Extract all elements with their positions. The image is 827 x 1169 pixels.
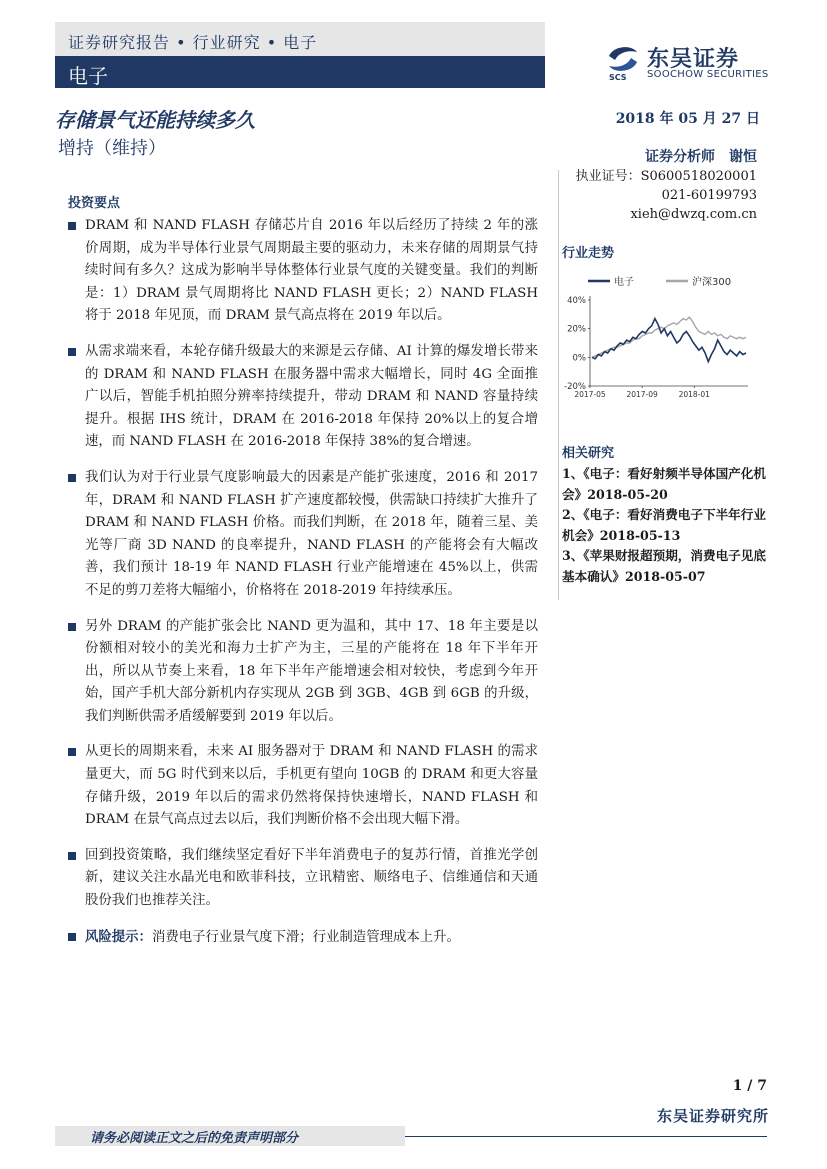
logo-cn: 东吴证券: [647, 47, 740, 72]
bullet-text: 我们认为对于行业景气度影响最大的因素是产能扩张速度，2016 和 2017 年，DRAM 和 NAND FLASH 扩产速度都较慢，供需缺口持续扩大推升了 DRAM 和 NAND FLASH 价格。而我们判断，在 2018 年，随着三星、美光等厂商 3D NAND 的良率提升，NAND FLASH 的产能将会有大幅改善，我们预计 18-19 年 NAND FLASH 行业产能增速在 45%以上，供需不足的剪刀差将大幅缩小，价格将在 2018-2019 年持续承压。: [85, 469, 538, 598]
trend-heading: 行业走势: [562, 246, 615, 261]
analyst-phone: 021-60199793: [661, 188, 757, 203]
bullet-text: DRAM 和 NAND FLASH 存储芯片自 2016 年以后经历了持续 2 年的涨价周期，成为半导体行业景气周期最主要的驱动力，未来存储的周期景气持续时间有多久？这成为影响半导体整体行业景气度的关键变量。我们的判断是：1）DRAM 景气周期将比 NAND FLASH 更长；2）NAND FLASH 将于 2018 年见顶，而 DRAM 景气高点将在 2019 年以后。: [85, 218, 538, 324]
bullet-point: [68, 215, 538, 328]
industry-trend-chart: [560, 266, 760, 406]
sector-bar: [55, 56, 545, 88]
sector-label: 电子: [68, 64, 108, 88]
soochow-logo-icon: [603, 42, 643, 82]
risk-text: 消费电子行业景气度下滑；行业制造管理成本上升。: [151, 929, 460, 945]
bullet-square-icon: [68, 474, 76, 482]
rating: 增持（维持）: [58, 138, 166, 159]
bullet-point: [68, 845, 538, 913]
investment-points: [68, 215, 538, 962]
logo-en: SOOCHOW SECURITIES: [647, 69, 769, 80]
analyst-role: 证券分析师: [645, 149, 715, 165]
analyst-name: 谢恒: [729, 149, 757, 165]
risk-point: [68, 926, 538, 950]
footer-disclaimer: 请务必阅读正文之后的免责声明部分: [90, 1131, 299, 1146]
bullet-point: [68, 616, 538, 729]
analyst-block: [576, 148, 757, 224]
bullet-text: 回到投资策略，我们继续坚定看好下半年消费电子的复苏行情，首推光学创新，建议关注水晶光电和欧菲科技，立讯精密、顺络电子、信维通信和天通股份我们也推荐关注。: [85, 847, 538, 909]
x-tick-label: 2017-09: [626, 390, 658, 399]
breadcrumb: 证券研究报告 • 行业研究 • 电子: [68, 33, 318, 52]
y-tick-label: -20%: [564, 382, 586, 392]
bullet-point: [68, 467, 538, 603]
logo-mark-text: SCS: [609, 73, 627, 82]
bullet-text: 从需求端来看，本轮存储升级最大的来源是云存储、AI 计算的爆发增长带来的 DRAM 和 NAND FLASH 在服务器中需求大幅增长，同时 4G 全面推广以后，智能手机拍照分辨率持续提升，带动 DRAM 和 NAND 容量持续提升。根据 IHS 统计，DRAM 在 2016-2018 年保持 20%以上的复合增速，而 NAND FLASH 在 2016-2018 年保持 38%的复合增速。: [85, 343, 538, 450]
series-line-csi300: [592, 317, 746, 357]
footer-line: [405, 1136, 767, 1137]
y-tick-label: 20%: [567, 324, 586, 335]
footer-org: 东吴证券研究所: [656, 1107, 769, 1125]
column-divider: [558, 170, 559, 600]
risk-label: 风险提示：: [85, 928, 152, 945]
x-tick-label: 2017-05: [574, 390, 606, 399]
bullet-point: [68, 341, 538, 454]
bullet-square-icon: [68, 222, 76, 230]
bullet-text: 另外 DRAM 的产能扩张会比 NAND 更为温和，其中 17、18 年主要是以份额相对较小的美光和海力士扩产为主，三星的产能将在 18 年下半年开出，所以从节奏上来看，18 年下半年产能增速会相对较快，考虑到今年开始，国产手机大部分新机内存实现从 2GB 到 3GB、4GB 到 6GB 的升级，我们判断供需矛盾缓解要到 2019 年以后。: [85, 618, 538, 724]
y-tick-label: 0%: [572, 353, 586, 364]
x-tick-label: 2018-01: [678, 390, 710, 399]
bullet-square-icon: [68, 852, 76, 860]
bullet-text: 从更长的周期来看，未来 AI 服务器对于 DRAM 和 NAND FLASH 的需求量更大，而 5G 时代到来以后，手机更有望向 10GB 的 DRAM 和更大容量存储升级，2019 年以后的需求仍然将保持快速增长，NAND FLASH 和 DRAM 在景气高点过去以后，我们判断价格不会出现大幅下滑。: [85, 744, 538, 828]
related-item[interactable]: 3、《苹果财报超预期，消费电子见底基本确认》2018-05-07: [562, 548, 766, 584]
related-item[interactable]: 2、《电子：看好消费电子下半年行业机会》2018-05-13: [562, 507, 766, 543]
legend-label: 沪深300: [692, 277, 732, 288]
company-logo: [603, 42, 778, 84]
bullet-square-icon: [68, 748, 76, 756]
analyst-role-line: [576, 148, 757, 167]
y-tick-label: 40%: [567, 296, 586, 306]
analyst-license: 执业证号：S0600518020001: [575, 169, 757, 184]
bullet-point: [68, 741, 538, 831]
bullet-square-icon: [68, 348, 76, 356]
analyst-email[interactable]: xieh@dwzq.com.cn: [630, 207, 757, 222]
report-date: 2018 年 05 月 27 日: [615, 111, 760, 127]
bullet-square-icon: [68, 933, 76, 941]
bullet-square-icon: [68, 623, 76, 631]
report-title: 存储景气还能持续多久: [55, 108, 255, 132]
legend-label: 电子: [614, 277, 634, 288]
investment-heading: 投资要点: [68, 196, 121, 211]
related-heading: 相关研究: [562, 446, 615, 461]
related-item[interactable]: 1、《电子：看好射频半导体国产化机会》2018-05-20: [562, 466, 766, 502]
page-number: 1 / 7: [732, 1078, 767, 1094]
related-research-list: [562, 464, 767, 587]
